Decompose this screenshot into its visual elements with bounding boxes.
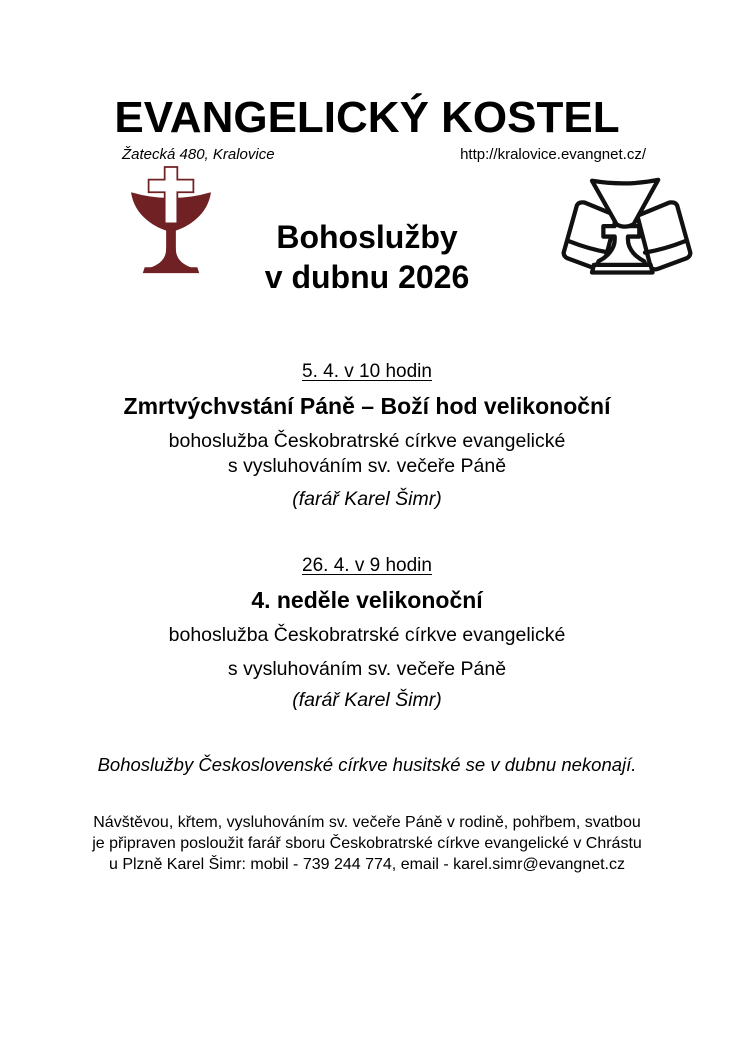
service-1-title: Zmrtvýchvstání Páně – Boží hod velikonoční <box>123 393 611 419</box>
contact-info-line-3: u Plzně Karel Šimr: mobil - 739 244 774, email - karel.simr@evangnet.cz <box>108 856 625 873</box>
chalice-cross-icon <box>127 165 215 277</box>
contact-info-line-1: Návštěvou, křtem, vysluhováním sv. večeře Páně v rodině, pohřbem, svatbou <box>93 814 641 831</box>
service-2-description-line-1: bohoslužba Českobratrské církve evangelické <box>168 624 566 646</box>
subtitle-row <box>0 142 734 163</box>
church-website-url: http://kralovice.evangnet.cz/ <box>460 146 646 163</box>
contact-info <box>0 812 734 875</box>
service-2-celebrant: (farář Karel Šimr) <box>292 689 442 711</box>
service-block-2 <box>0 555 734 712</box>
hussite-church-note: Bohoslužby Československé církve husitské se v dubnu nekonají. <box>97 754 637 775</box>
service-1-description-line-1: bohoslužba Českobratrské církve evangelické <box>168 430 566 452</box>
service-2-title: 4. neděle velikonoční <box>251 587 483 613</box>
service-block-1 <box>0 361 734 511</box>
service-1-description-line-2: s vysluhováním sv. večeře Páně <box>227 455 507 477</box>
service-1-celebrant: (farář Karel Šimr) <box>292 488 442 510</box>
service-2-description-line-2: s vysluhováním sv. večeře Páně <box>227 658 507 680</box>
service-2-date: 26. 4. v 9 hodin <box>302 555 432 576</box>
contact-info-line-2: je připraven posloužit farář sboru Českobratrské církve evangelické v Chrástu <box>92 835 642 852</box>
church-address: Žatecká 480, Kralovice <box>122 146 275 163</box>
header-banner <box>0 163 734 295</box>
heading-line-1: Bohoslužby <box>276 219 458 255</box>
chalice-open-book-icon <box>556 177 698 281</box>
heading-line-2: v dubnu 2026 <box>264 259 470 295</box>
service-1-date: 5. 4. v 10 hodin <box>302 361 432 382</box>
page-title: EVANGELICKÝ KOSTEL <box>114 93 620 142</box>
